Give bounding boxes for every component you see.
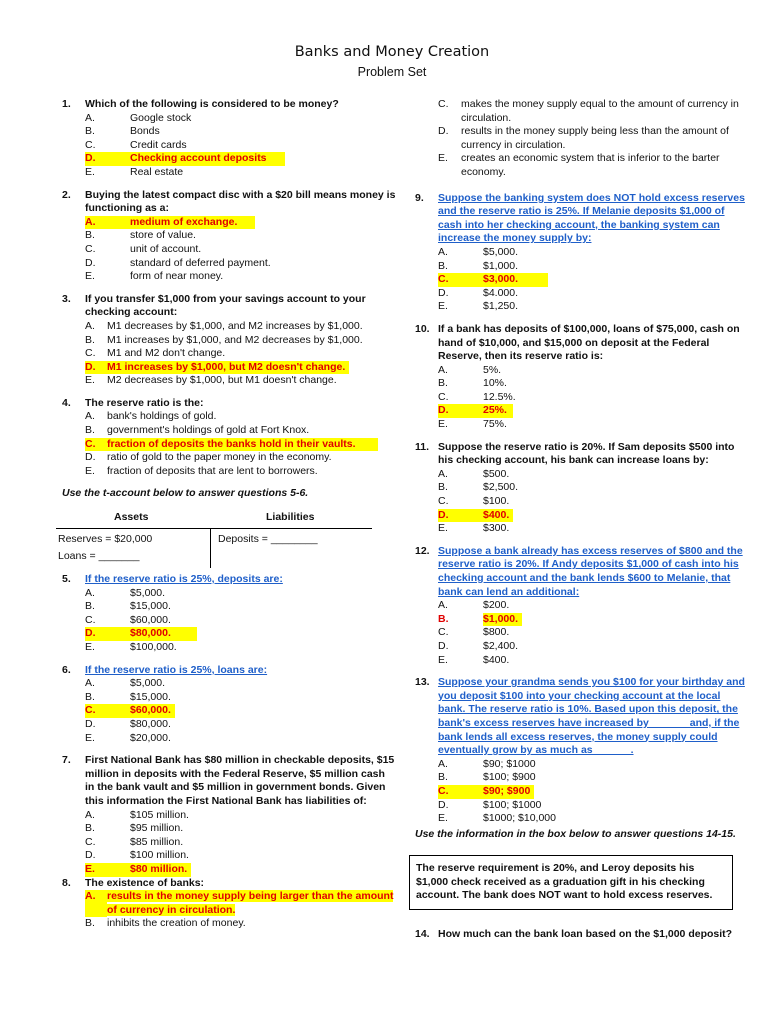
- option-e: E. $400.: [438, 653, 510, 666]
- question-number: 10.: [415, 322, 430, 335]
- option-e: E. Real estate: [85, 165, 184, 178]
- option-e: E. form of near money.: [85, 270, 224, 283]
- question-number: 1.: [62, 98, 71, 110]
- question-7: [62, 754, 397, 876]
- option-e: E. creates an economic system that is inferior to the barter economy.: [438, 152, 720, 178]
- question-14: [415, 928, 745, 942]
- option-c: C. $85 million.: [85, 835, 184, 848]
- option-c-answer: C. $60,000.: [85, 704, 397, 718]
- loans-entry: Loans = _______: [58, 550, 140, 563]
- option-b: B. $95 million.: [85, 822, 184, 835]
- question-number: 5.: [62, 573, 71, 586]
- option-d: D. $100 million.: [85, 849, 189, 862]
- option-e: E. $1000; $10,000: [438, 812, 556, 825]
- option-a-answer: A. results in the money supply being larger than the amount of currency in circulation.: [85, 890, 394, 916]
- question-text: Suppose the banking system does NOT hold excess reserves and the reserve ratio is 25%. If Melanie deposits $1,000 of cash into her checking account, the banking system can increase the money supply by:: [438, 191, 745, 245]
- question-number: 2.: [62, 188, 71, 201]
- option-c: C. $60,000.: [85, 613, 171, 626]
- question-text: Suppose a bank already has excess reserves of $800 and the reserve ratio is 20%. If Andy deposits $1,000 of cash into his checking account and the bank lends $600 to Melanie, that bank can lend an additional:: [438, 544, 743, 598]
- option-b: B. store of value.: [85, 229, 196, 242]
- option-d-answer: D. M1 increases by $1,000, but M2 doesn't change.: [85, 361, 397, 375]
- question-text: Which of the following is considered to be money?: [85, 98, 339, 110]
- question-number: 7.: [62, 754, 71, 767]
- question-number: 8.: [62, 876, 71, 889]
- question-number: 13.: [415, 676, 430, 689]
- option-a: A. $200.: [438, 599, 510, 612]
- option-b: B. $15,000.: [85, 690, 171, 703]
- page-title: Banks and Money Creation: [294, 44, 490, 60]
- question-12: [415, 545, 745, 667]
- info-box: The reserve requirement is 20%, and Leroy deposits his $1,000 check received as a graduation gift in his checking account. The bank does NOT want to hold excess reserves.: [409, 855, 733, 910]
- option-c: C. $800.: [438, 626, 510, 639]
- option-e: E. M2 decreases by $1,000, but M1 doesn't change.: [85, 374, 337, 387]
- option-e: E. 75%.: [438, 418, 507, 431]
- question-8: [62, 877, 397, 931]
- option-a: A. 5%.: [438, 363, 502, 376]
- question-text: If the reserve ratio is 25%, loans are:: [85, 663, 268, 676]
- question-text: First National Bank has $80 million in checkable deposits, $15 million in deposits with the Federal Reserve, $5 million cash in the bank vault and $5 million in government bonds. Given this information the First National Bank has liabilities of:: [85, 754, 395, 807]
- question-text: The existence of banks:: [85, 876, 205, 889]
- question-number: 4.: [62, 396, 71, 409]
- option-e: E. $100,000.: [85, 641, 177, 653]
- option-c-answer: C. $3,000.: [438, 273, 745, 287]
- question-6: [62, 664, 397, 746]
- question-number: 6.: [62, 663, 71, 676]
- option-e: E. fraction of deposits that are lent to borrowers.: [85, 464, 318, 477]
- option-e: E. $300.: [438, 522, 510, 535]
- option-d: D. $100; $1000: [438, 798, 542, 811]
- question-number: 3.: [62, 292, 71, 305]
- option-b: B. 10%.: [438, 377, 507, 390]
- option-b-answer: B. $1,000.: [438, 613, 745, 627]
- question-text: If a bank has deposits of $100,000, loans of $75,000, cash on hand of $10,000, and $15,000 on deposit at the Federal Reserve, then its reserve ratio is:: [438, 322, 740, 363]
- option-d-answer: D. $400.: [438, 509, 745, 523]
- t-account-horizontal-line: [56, 528, 372, 529]
- question-text: If you transfer $1,000 from your savings account to your checking account:: [85, 292, 366, 319]
- option-a: A. $5,000.: [85, 677, 166, 690]
- option-b: B. inhibits the creation of money.: [85, 917, 246, 930]
- question-text: How much can the bank loan based on the $1,000 deposit?: [438, 928, 733, 941]
- deposits-entry: Deposits = ________: [218, 533, 318, 546]
- question-4: [62, 397, 397, 479]
- option-a: A. $5,000.: [85, 586, 166, 599]
- page-subtitle: Problem Set: [357, 65, 427, 79]
- option-c: C. M1 and M2 don't change.: [85, 347, 226, 360]
- option-c-answer: C. $90; $900: [438, 785, 745, 799]
- right-column: [415, 98, 745, 951]
- option-b: B. $15,000.: [85, 600, 171, 613]
- option-a: A. Google stock: [85, 111, 192, 124]
- option-e: E. $1,250.: [438, 300, 519, 313]
- question-8-continued: [415, 98, 745, 180]
- instruction-14-15: Use the information in the box below to answer questions 14-15.: [415, 827, 736, 840]
- t-account: [56, 511, 376, 573]
- option-a: A. bank's holdings of gold.: [85, 410, 217, 423]
- option-d-answer: D. Checking account deposits: [85, 152, 397, 166]
- option-d: D. $4.000.: [438, 286, 519, 299]
- option-c: C. makes the money supply equal to the amount of currency in circulation.: [438, 98, 739, 124]
- option-a: A. $500.: [438, 467, 510, 480]
- option-a-answer: A. medium of exchange.: [85, 216, 397, 230]
- option-d-answer: D. 25%.: [438, 404, 745, 418]
- option-a: A. M1 decreases by $1,000, and M2 increases by $1,000.: [85, 319, 363, 332]
- option-b: B. $1,000.: [438, 259, 519, 272]
- question-text: If the reserve ratio is 25%, deposits are:: [85, 573, 283, 586]
- question-number: 9.: [415, 191, 424, 204]
- liabilities-header: Liabilities: [266, 511, 315, 524]
- question-number: 11.: [415, 440, 430, 453]
- option-a: A. $5,000.: [438, 245, 519, 258]
- question-number: 12.: [415, 544, 430, 557]
- t-account-vertical-line: [210, 528, 211, 568]
- option-c: C. unit of account.: [85, 242, 202, 255]
- option-b: B. $100; $900: [438, 771, 536, 784]
- question-text: Suppose the reserve ratio is 20%. If Sam deposits $500 into his checking account, his bank can increase loans by:: [438, 440, 735, 467]
- left-column: [58, 98, 397, 931]
- option-b: B. government's holdings of gold at Fort Knox.: [85, 424, 310, 437]
- question-2: [62, 189, 397, 284]
- question-5: [62, 573, 397, 655]
- question-10: [415, 323, 745, 432]
- assets-header: Assets: [114, 511, 149, 524]
- option-d-answer: D. $80,000.: [85, 627, 397, 641]
- option-c: C. $100.: [438, 495, 510, 508]
- question-number: 14.: [415, 928, 430, 941]
- question-9: [415, 192, 745, 314]
- option-a: A. $105 million.: [85, 808, 189, 821]
- question-3: [62, 293, 397, 388]
- question-text: Suppose your grandma sends you $100 for your birthday and you deposit $100 into your checking account at the local bank. The reserve ratio is 10%. Based upon this deposit, the bank's excess reserves have increased by ______ and, if the bank lends all excess reserves, the money supply could eventually grow by as much as ______.: [438, 676, 745, 757]
- option-b: B. M1 increases by $1,000, and M2 decreases by $1,000.: [85, 333, 363, 346]
- option-a: A. $90; $1000: [438, 757, 536, 770]
- question-text: The reserve ratio is the:: [85, 396, 204, 409]
- option-b: B. Bonds: [85, 125, 160, 138]
- option-c: C. 12.5%.: [438, 390, 516, 403]
- instruction-5-6: Use the t-account below to answer questions 5-6.: [62, 487, 309, 500]
- option-c: C. Credit cards: [85, 138, 187, 151]
- option-d: D. ratio of gold to the paper money in the economy.: [85, 451, 332, 464]
- option-e: E. $20,000.: [85, 731, 171, 744]
- option-d: D. results in the money supply being less than the amount of currency in circulation.: [438, 125, 729, 151]
- option-c-answer: C. fraction of deposits the banks hold in their vaults.: [85, 438, 397, 452]
- option-d: D. $80,000.: [85, 717, 171, 730]
- question-11: [415, 441, 745, 536]
- option-e-answer: E. $80 million.: [85, 863, 397, 877]
- question-text: Buying the latest compact disc with a $20 bill means money is functioning as a:: [85, 188, 396, 215]
- option-d: D. standard of deferred payment.: [85, 256, 271, 269]
- option-d: D. $2,400.: [438, 639, 519, 652]
- option-b: B. $2,500.: [438, 481, 519, 494]
- reserves-entry: Reserves = $20,000: [58, 533, 153, 546]
- question-1: [62, 98, 397, 180]
- question-13: [415, 676, 745, 826]
